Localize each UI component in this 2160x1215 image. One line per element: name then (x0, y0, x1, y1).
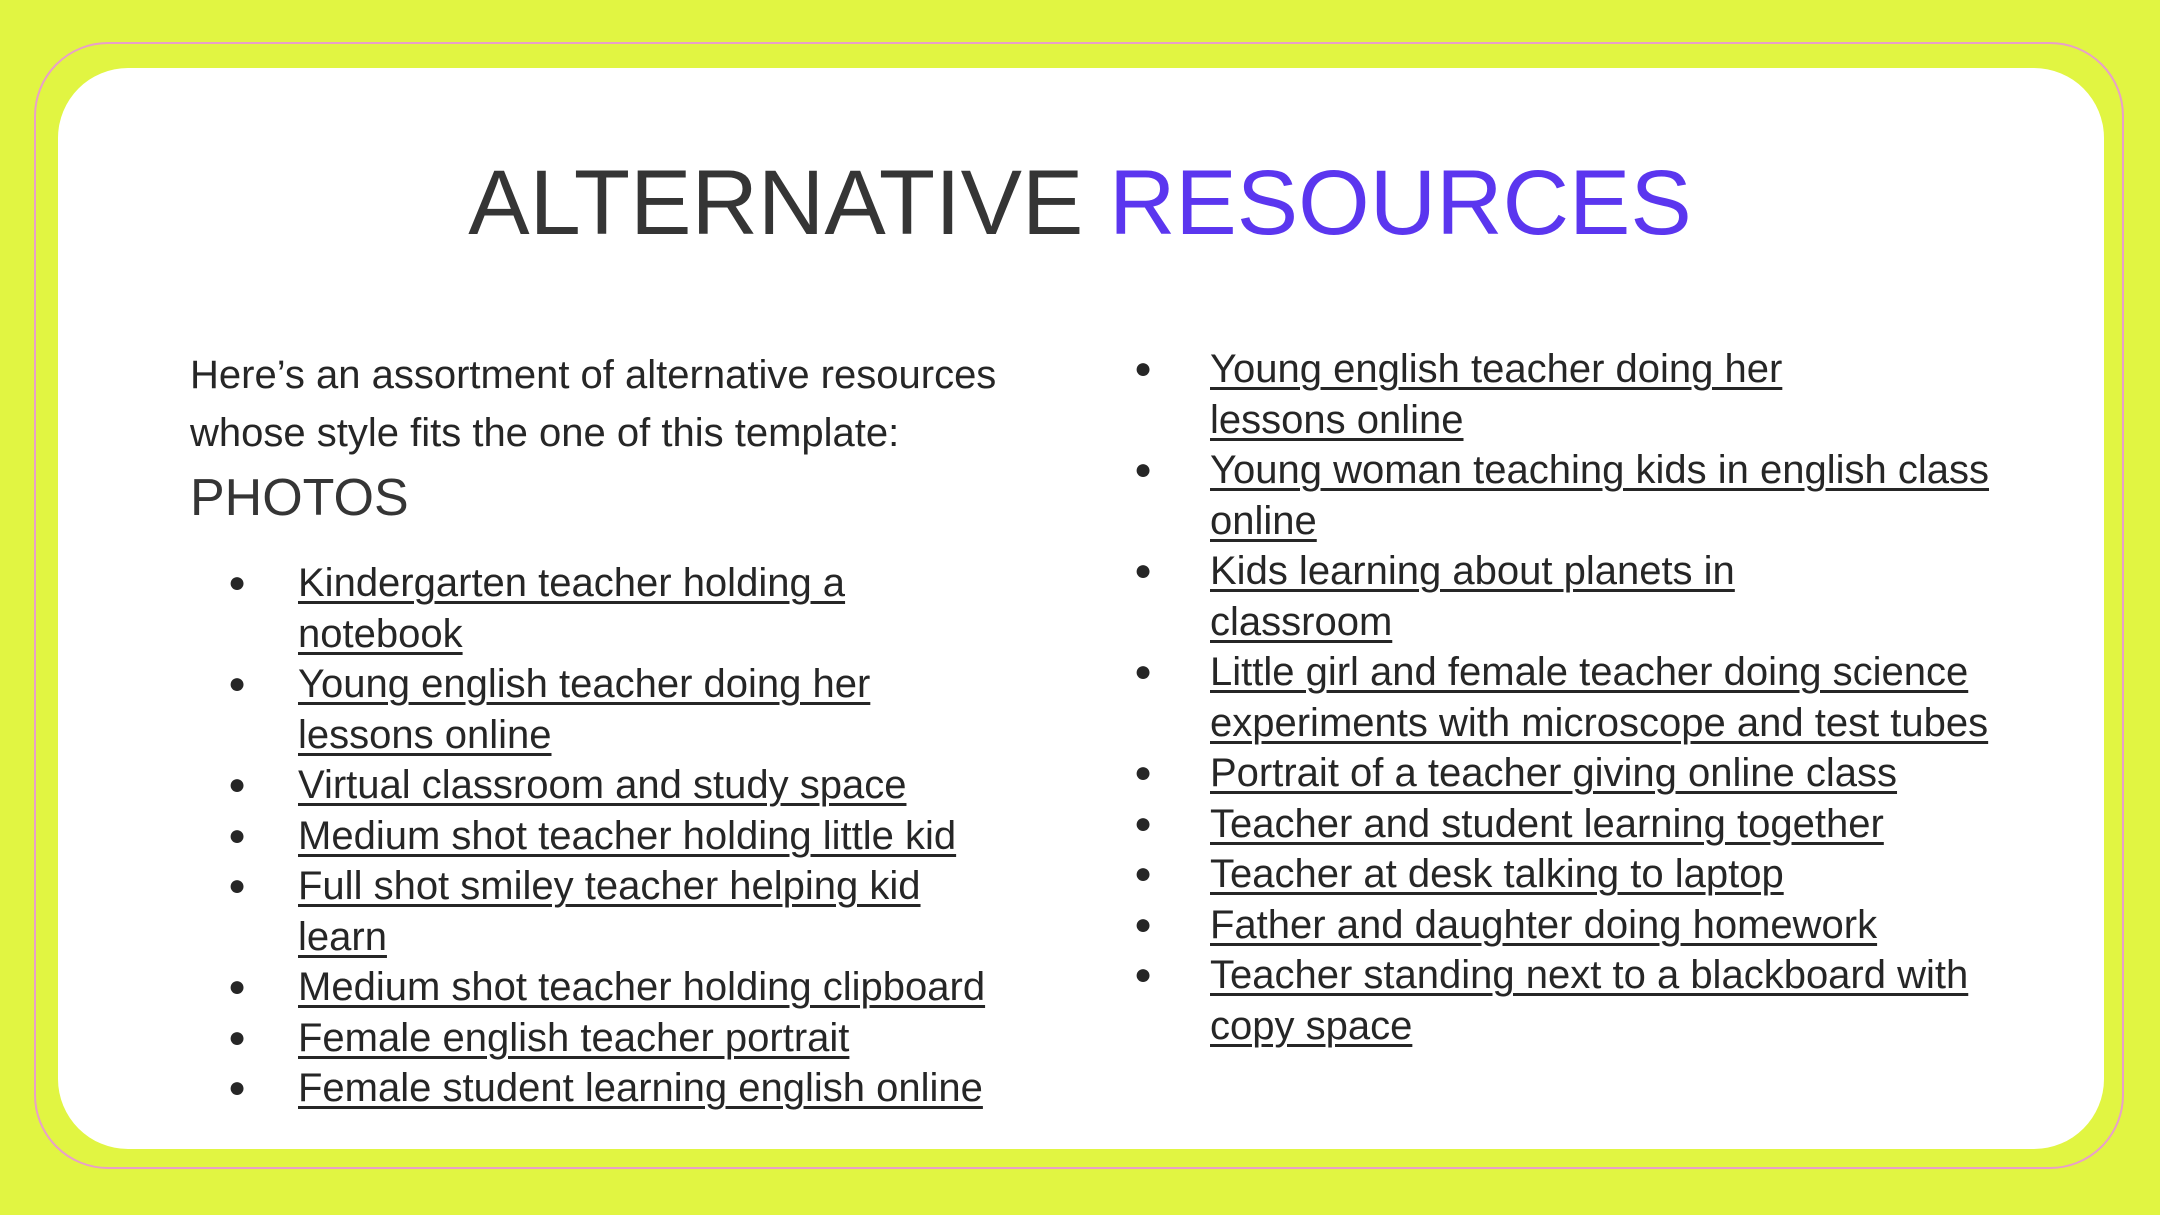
bullet-icon: ● (228, 768, 247, 801)
bullet-icon: ● (1134, 554, 1153, 587)
intro-line-2: whose style fits the one of this template: (190, 411, 900, 455)
resource-link[interactable]: Young woman teaching kids in english class online (1210, 448, 1990, 543)
resource-link[interactable]: Father and daughter doing homework (1210, 902, 1878, 947)
resource-link[interactable]: Medium shot teacher holding little kid (298, 813, 957, 858)
bullet-icon: ● (228, 667, 247, 700)
list-item (190, 1063, 1078, 1114)
bullet-icon: ● (1134, 655, 1153, 688)
list-item (1102, 950, 1990, 1051)
photos-heading: PHOTOS (190, 469, 409, 527)
list-item (1102, 748, 2080, 799)
resource-link[interactable]: Teacher and student learning together (1210, 801, 1884, 846)
list-item (190, 811, 1058, 862)
bullet-icon: ● (228, 1071, 247, 1104)
bullet-icon: ● (228, 970, 247, 1003)
title-main: ALTERNATIVE (468, 152, 1084, 254)
bullet-icon: ● (1134, 756, 1153, 789)
resource-link[interactable]: Portrait of a teacher giving online class (1210, 751, 1898, 795)
list-item (190, 1013, 1058, 1064)
slide-title (0, 148, 2160, 258)
bullet-icon: ● (228, 566, 247, 599)
resource-link[interactable]: Young english teacher doing her lessons online (1210, 347, 1783, 442)
list-item (190, 659, 958, 760)
list-item (1102, 849, 2080, 900)
resource-link[interactable]: Virtual classroom and study space (298, 763, 907, 807)
resource-link[interactable]: Female student learning english online (298, 1066, 983, 1110)
resource-link[interactable]: Kindergarten teacher holding a notebook (298, 561, 846, 656)
list-item (1102, 900, 2080, 951)
list-item (1102, 546, 1890, 647)
bullet-icon: ● (228, 1020, 247, 1054)
resource-link[interactable]: Little girl and female teacher doing science experiments with microscope and test tubes (1210, 650, 1989, 745)
bullet-icon: ● (1134, 857, 1153, 890)
resource-link[interactable]: Medium shot teacher holding clipboard (298, 965, 986, 1009)
resource-link[interactable]: Kids learning about planets in classroom (1210, 549, 1735, 644)
list-item (190, 861, 958, 962)
bullet-icon: ● (1134, 453, 1153, 486)
bullet-icon: ● (1134, 958, 1153, 991)
list-item (1102, 344, 1890, 445)
resource-link[interactable]: Full shot smiley teacher helping kid learn (298, 864, 921, 959)
left-column (190, 346, 1070, 1114)
left-link-list (190, 558, 1070, 1114)
list-item (190, 760, 1058, 811)
list-item (1102, 647, 1990, 748)
intro-text (190, 346, 1070, 462)
bullet-icon: ● (228, 869, 247, 902)
title-accent: RESOURCES (1108, 152, 1692, 254)
bullet-icon: ● (1134, 352, 1153, 385)
resource-link[interactable]: Teacher standing next to a blackboard with copy space (1210, 953, 1969, 1048)
intro-line-1: Here’s an assortment of alternative resources (190, 353, 997, 397)
right-link-list (1102, 344, 2102, 1051)
list-item (1102, 445, 1990, 546)
resource-link[interactable]: Young english teacher doing her lessons online (298, 662, 871, 757)
right-column (1102, 344, 2102, 1051)
resource-link[interactable]: Female english teacher portrait (298, 1015, 850, 1060)
bullet-icon: ● (1134, 806, 1153, 840)
list-item (190, 962, 1078, 1013)
list-item (1102, 799, 2080, 850)
list-item (190, 558, 958, 659)
resource-link[interactable]: Teacher at desk talking to laptop (1210, 852, 1784, 896)
bullet-icon: ● (228, 818, 247, 852)
bullet-icon: ● (1134, 907, 1153, 941)
